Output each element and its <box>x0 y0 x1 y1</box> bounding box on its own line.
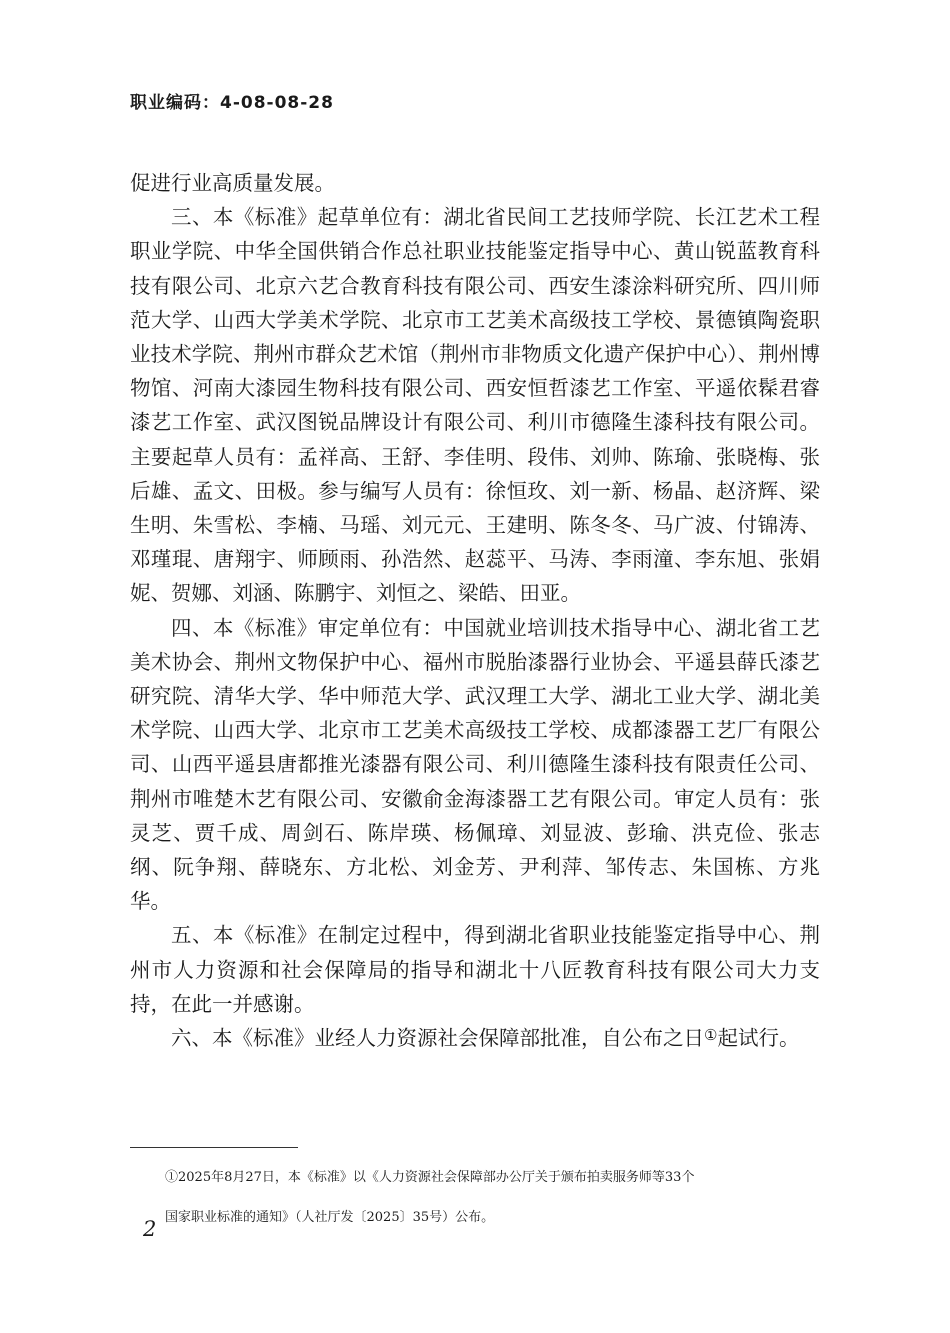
occupation-code: 职业编码：4-08-08-28 <box>130 93 334 113</box>
footnote-divider <box>130 1147 298 1148</box>
footnote <box>165 1158 805 1238</box>
footnote-line: ①2025年8月27日，本《标准》以《人力资源社会保障部办公厅关于颁布拍卖服务师等33个 <box>165 1170 695 1185</box>
paragraph-continuation: 促进行业高质量发展。 <box>130 171 335 195</box>
paragraph-drafting-units: 三、本《标准》起草单位有：湖北省民间工艺技师学院、长江艺术工程职业学院、中华全国供销合作总社职业技能鉴定指导中心、黄山锐蓝教育科技有限公司、北京六艺合教育科技有限公司、西安生漆涂料研究所、四川师范大学、山西大学美术学院、北京市工艺美术高级技工学校、景德镇陶瓷职业技术学院、荆州市群众艺术馆（荆州市非物质文化遗产保护中心）、荆州博物馆、河南大漆园生物科技有限公司、西安恒哲漆艺工作室、平遥依髹君睿漆艺工作室、武汉图锐品牌设计有限公司、利川市德隆生漆科技有限公司。主要起草人员有：孟祥高、王舒、李佳明、段伟、刘帅、陈瑜、张晓梅、张后雄、孟文、田极。参与编写人员有：徐恒玫、刘一新、杨晶、赵济辉、梁生明、朱雪松、李楠、马瑶、刘元元、王建明、陈冬冬、马广波、付锦涛、邓瑾琨、唐翔宇、师顾雨、孙浩然、赵蕊平、马涛、李雨潼、李东旭、张娟妮、贺娜、刘涵、陈鹏宇、刘恒之、梁皓、田亚。 <box>130 205 820 606</box>
approval-text-end: 起试行。 <box>717 1026 800 1051</box>
approval-text: 六、本《标准》业经人力资源社会保障部批准，自公布之日 <box>171 1026 704 1051</box>
paragraph-acknowledgement: 五、本《标准》在制定过程中，得到湖北省职业技能鉴定指导中心、荆州市人力资源和社会保障局的指导和湖北十八匠教育科技有限公司大力支持，在此一并感谢。 <box>130 923 820 1016</box>
paragraph-approval <box>130 1021 820 1055</box>
footnote-line: 国家职业标准的通知》（人社厅发〔2025〕35号）公布。 <box>165 1210 495 1225</box>
footnote-reference[interactable]: ① <box>704 1026 718 1045</box>
paragraph-review-units: 四、本《标准》审定单位有：中国就业培训技术指导中心、湖北省工艺美术协会、荆州文物保护中心、福州市脱胎漆器行业协会、平遥县薛氏漆艺研究院、清华大学、华中师范大学、武汉理工大学、湖北工业大学、湖北美术学院、山西大学、北京市工艺美术高级技工学校、成都漆器工艺厂有限公司、山西平遥县唐都推光漆器有限公司、利川德隆生漆科技有限责任公司、荆州市唯楚木艺有限公司、安徽俞金海漆器工艺有限公司。审定人员有：张灵芝、贾千成、周剑石、陈岸瑛、杨佩璋、刘显波、彭瑜、洪克俭、张志纲、阮争翔、薛晓东、方北松、刘金芳、尹利萍、邹传志、朱国栋、方兆华。 <box>130 615 820 914</box>
body-text <box>130 166 820 1055</box>
page-number: 2 <box>143 1217 157 1241</box>
